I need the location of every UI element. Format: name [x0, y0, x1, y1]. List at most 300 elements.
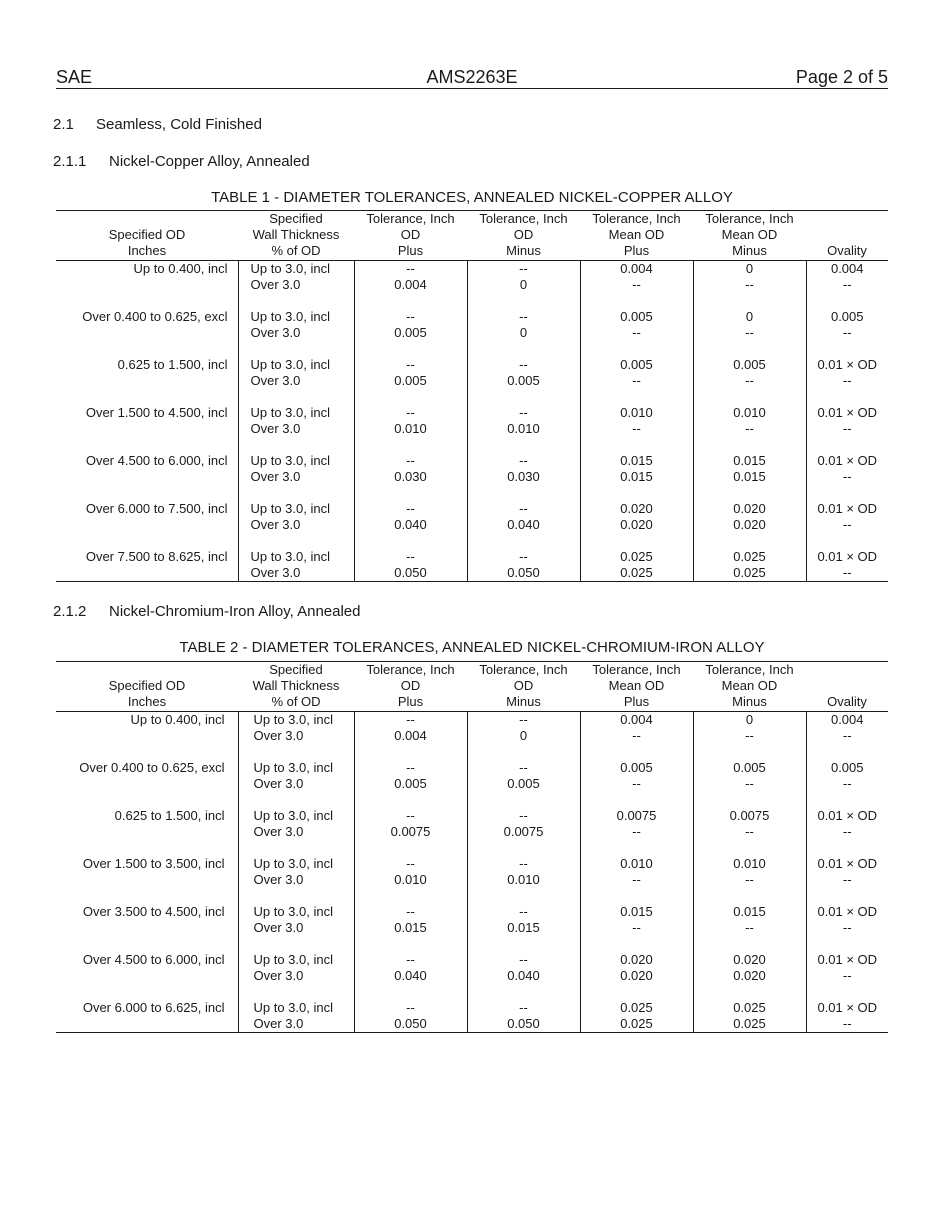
spacer-cell: [806, 936, 888, 952]
header-page-number: Page 2 of 5: [795, 67, 888, 87]
od-cell: [56, 1016, 238, 1033]
column-header-line: Plus: [397, 243, 424, 258]
table-row: [56, 309, 888, 325]
value-cell: 0.020: [580, 517, 693, 533]
value-cell: --: [580, 728, 693, 744]
spacer-cell: [354, 437, 467, 453]
od-cell: 0.625 to 1.500, incl: [117, 357, 228, 372]
value-cell: --: [806, 872, 888, 888]
spacer-cell: [693, 437, 806, 453]
value-cell: --: [467, 261, 580, 278]
od-cell: [56, 469, 238, 485]
value-cell: --: [693, 824, 806, 840]
value-cell: 0.01 × OD: [806, 549, 888, 565]
wall-thickness-cell: Up to 3.0, incl: [238, 856, 354, 872]
value-cell: --: [806, 824, 888, 840]
column-header: [806, 662, 888, 712]
spacer-cell: [806, 485, 888, 501]
table-row: [56, 565, 888, 582]
spacer-cell: [806, 840, 888, 856]
value-cell: --: [354, 904, 467, 920]
spacer-cell: [56, 792, 238, 808]
value-cell: --: [580, 920, 693, 936]
od-cell: Over 1.500 to 4.500, incl: [85, 405, 228, 420]
value-cell: 0.020: [580, 952, 693, 968]
spacer-row: [56, 744, 888, 760]
section-heading-2-1: [53, 116, 262, 134]
spacer-cell: [693, 840, 806, 856]
table-row: [56, 856, 888, 872]
value-cell: 0.020: [693, 517, 806, 533]
spacer-cell: [693, 533, 806, 549]
spacer-row: [56, 792, 888, 808]
header-row: [56, 211, 888, 261]
spacer-cell: [354, 840, 467, 856]
spacer-cell: [580, 389, 693, 405]
value-cell: 0.015: [580, 453, 693, 469]
value-cell: 0.040: [467, 968, 580, 984]
spacer-row: [56, 437, 888, 453]
table-row: [56, 872, 888, 888]
spacer-cell: [467, 485, 580, 501]
value-cell: 0.005: [580, 309, 693, 325]
column-header-line: OD: [513, 227, 534, 242]
value-cell: 0.020: [693, 952, 806, 968]
column-header: [693, 662, 806, 712]
column-header-line: Minus: [732, 243, 767, 258]
spacer-cell: [354, 293, 467, 309]
table-2-title: TABLE 2 - DIAMETER TOLERANCES, ANNEALED NICKEL-CHROMIUM-IRON ALLOY: [179, 639, 765, 656]
value-cell: 0.005: [354, 325, 467, 341]
table-row: [56, 469, 888, 485]
column-header: [580, 211, 693, 261]
value-cell: --: [580, 421, 693, 437]
wall-thickness-cell: Over 3.0: [238, 776, 354, 792]
spacer-cell: [354, 984, 467, 1000]
value-cell: --: [354, 712, 467, 729]
section-number: 2.1.2: [53, 603, 87, 620]
od-cell: [56, 325, 238, 341]
spacer-row: [56, 533, 888, 549]
table-row: [56, 728, 888, 744]
value-cell: --: [467, 712, 580, 729]
value-cell: 0.015: [693, 453, 806, 469]
table-row: [56, 517, 888, 533]
table-row: [56, 1016, 888, 1033]
value-cell: --: [467, 1000, 580, 1016]
column-header-line: Mean OD: [721, 227, 778, 242]
value-cell: --: [693, 920, 806, 936]
spacer-cell: [238, 888, 354, 904]
table-row: [56, 277, 888, 293]
spacer-cell: [693, 792, 806, 808]
value-cell: 0.010: [467, 872, 580, 888]
column-header-line: Wall Thickness: [252, 227, 340, 242]
value-cell: 0: [693, 309, 806, 325]
spacer-cell: [806, 293, 888, 309]
od-cell: [56, 565, 238, 582]
column-header-line: % of OD: [271, 694, 321, 709]
value-cell: 0: [467, 277, 580, 293]
spacer-cell: [56, 840, 238, 856]
od-cell: [56, 872, 238, 888]
column-header-line: Tolerance, Inch: [705, 662, 794, 677]
value-cell: --: [806, 325, 888, 341]
spacer-cell: [806, 984, 888, 1000]
value-cell: --: [806, 277, 888, 293]
column-header-line: Inches: [127, 694, 167, 709]
spacer-cell: [693, 744, 806, 760]
table-row: [56, 712, 888, 729]
spacer-cell: [56, 533, 238, 549]
value-cell: 0.025: [693, 565, 806, 582]
value-cell: --: [693, 872, 806, 888]
value-cell: --: [580, 776, 693, 792]
column-header-line: Tolerance, Inch: [705, 211, 794, 226]
spacer-cell: [354, 533, 467, 549]
column-header-line: Plus: [623, 243, 650, 258]
value-cell: --: [354, 952, 467, 968]
value-cell: --: [354, 309, 467, 325]
table-row: [56, 904, 888, 920]
spacer-cell: [806, 792, 888, 808]
value-cell: 0: [693, 261, 806, 278]
value-cell: 0.010: [693, 405, 806, 421]
value-cell: 0.005: [467, 776, 580, 792]
od-cell: Over 4.500 to 6.000, incl: [85, 453, 228, 468]
spacer-row: [56, 293, 888, 309]
spacer-cell: [238, 984, 354, 1000]
column-header: [467, 211, 580, 261]
column-header-line: Tolerance, Inch: [366, 211, 455, 226]
wall-thickness-cell: Over 3.0: [238, 920, 354, 936]
value-cell: 0.030: [467, 469, 580, 485]
column-header-line: Plus: [623, 694, 650, 709]
value-cell: 0.004: [354, 277, 467, 293]
wall-thickness-cell: Over 3.0: [238, 728, 354, 744]
value-cell: 0.010: [580, 856, 693, 872]
od-cell: [56, 824, 238, 840]
value-cell: --: [354, 453, 467, 469]
wall-thickness-cell: Over 3.0: [238, 824, 354, 840]
wall-thickness-cell: Over 3.0: [238, 517, 354, 533]
value-cell: --: [806, 517, 888, 533]
wall-thickness-cell: Over 3.0: [238, 373, 354, 389]
value-cell: 0.004: [806, 261, 888, 278]
od-cell: Over 1.500 to 3.500, incl: [82, 856, 225, 871]
od-cell: Over 6.000 to 6.625, incl: [82, 1000, 225, 1015]
header-row: [56, 662, 888, 712]
od-cell: Over 4.500 to 6.000, incl: [82, 952, 225, 967]
spacer-cell: [354, 936, 467, 952]
od-cell: [56, 373, 238, 389]
value-cell: 0: [693, 712, 806, 729]
section-heading-2-1-1: [53, 153, 310, 171]
spacer-cell: [56, 389, 238, 405]
value-cell: --: [580, 872, 693, 888]
spacer-cell: [56, 293, 238, 309]
column-header: [693, 211, 806, 261]
spacer-row: [56, 341, 888, 357]
spacer-cell: [238, 437, 354, 453]
column-header-line: % of OD: [271, 243, 321, 258]
spacer-cell: [806, 533, 888, 549]
od-cell: [56, 968, 238, 984]
spacer-cell: [238, 744, 354, 760]
table-1-title: TABLE 1 - DIAMETER TOLERANCES, ANNEALED NICKEL-COPPER ALLOY: [211, 189, 733, 206]
value-cell: 0.020: [693, 968, 806, 984]
spacer-cell: [467, 888, 580, 904]
wall-thickness-cell: Over 3.0: [238, 421, 354, 437]
value-cell: 0: [467, 728, 580, 744]
column-header-line: Ovality: [827, 243, 867, 258]
spacer-cell: [467, 533, 580, 549]
value-cell: 0.015: [693, 469, 806, 485]
spacer-cell: [580, 840, 693, 856]
value-cell: 0.020: [580, 501, 693, 517]
od-cell: Up to 0.400, incl: [133, 261, 228, 276]
value-cell: 0.005: [354, 776, 467, 792]
value-cell: 0.005: [693, 760, 806, 776]
spacer-row: [56, 984, 888, 1000]
column-header-line: Plus: [397, 694, 424, 709]
value-cell: --: [693, 277, 806, 293]
spacer-cell: [467, 984, 580, 1000]
wall-thickness-cell: Up to 3.0, incl: [238, 760, 354, 776]
column-header-line: Mean OD: [608, 227, 665, 242]
column-header-line: Minus: [732, 694, 767, 709]
value-cell: --: [806, 469, 888, 485]
spacer-cell: [467, 389, 580, 405]
table-row: [56, 453, 888, 469]
value-cell: 0.030: [354, 469, 467, 485]
wall-thickness-cell: Up to 3.0, incl: [238, 501, 354, 517]
column-header-line: OD: [513, 678, 534, 693]
column-header: [354, 662, 467, 712]
wall-thickness-cell: Up to 3.0, incl: [238, 453, 354, 469]
wall-thickness-cell: Over 3.0: [238, 968, 354, 984]
spacer-cell: [238, 389, 354, 405]
spacer-cell: [580, 744, 693, 760]
spacer-cell: [238, 533, 354, 549]
spacer-cell: [806, 744, 888, 760]
column-header-line: Mean OD: [608, 678, 665, 693]
od-cell: Over 0.400 to 0.625, excl: [79, 760, 225, 775]
value-cell: --: [354, 357, 467, 373]
spacer-row: [56, 485, 888, 501]
od-cell: [56, 920, 238, 936]
column-header-line: OD: [400, 227, 421, 242]
value-cell: 0.015: [580, 469, 693, 485]
spacer-cell: [238, 293, 354, 309]
column-header-line: Tolerance, Inch: [479, 211, 568, 226]
spacer-cell: [467, 936, 580, 952]
table-body: [56, 261, 888, 582]
value-cell: 0.020: [580, 968, 693, 984]
spacer-cell: [354, 389, 467, 405]
spacer-cell: [580, 485, 693, 501]
table-body: [56, 712, 888, 1033]
value-cell: --: [467, 904, 580, 920]
table-row: [56, 776, 888, 792]
value-cell: 0.040: [467, 517, 580, 533]
spacer-cell: [238, 485, 354, 501]
value-cell: --: [806, 968, 888, 984]
value-cell: 0.025: [693, 1016, 806, 1033]
od-cell: 0.625 to 1.500, incl: [114, 808, 225, 823]
spacer-cell: [56, 485, 238, 501]
value-cell: 0.025: [693, 1000, 806, 1016]
table-row: [56, 405, 888, 421]
section-number: 2.1: [53, 116, 74, 133]
spacer-cell: [580, 888, 693, 904]
value-cell: 0.040: [354, 517, 467, 533]
value-cell: 0.004: [580, 261, 693, 278]
value-cell: 0.025: [580, 1016, 693, 1033]
value-cell: --: [467, 309, 580, 325]
wall-thickness-cell: Up to 3.0, incl: [238, 904, 354, 920]
value-cell: 0.005: [354, 373, 467, 389]
value-cell: --: [693, 325, 806, 341]
spacer-row: [56, 389, 888, 405]
value-cell: --: [467, 856, 580, 872]
spacer-cell: [693, 389, 806, 405]
value-cell: --: [354, 261, 467, 278]
spacer-cell: [580, 984, 693, 1000]
value-cell: 0.01 × OD: [806, 808, 888, 824]
spacer-cell: [693, 341, 806, 357]
wall-thickness-cell: Up to 3.0, incl: [238, 549, 354, 565]
value-cell: --: [467, 952, 580, 968]
spacer-cell: [238, 341, 354, 357]
column-header: [580, 662, 693, 712]
value-cell: 0.005: [467, 373, 580, 389]
od-cell: [56, 421, 238, 437]
value-cell: 0.005: [693, 357, 806, 373]
header-doc-number: AMS2263E: [426, 67, 518, 87]
column-header-line: Mean OD: [721, 678, 778, 693]
spacer-cell: [354, 341, 467, 357]
spacer-row: [56, 936, 888, 952]
column-header-line: Specified OD: [108, 227, 186, 242]
value-cell: 0.005: [580, 760, 693, 776]
header-org: SAE: [56, 67, 93, 87]
value-cell: 0.01 × OD: [806, 952, 888, 968]
spacer-cell: [238, 840, 354, 856]
wall-thickness-cell: Over 3.0: [238, 325, 354, 341]
spacer-cell: [56, 744, 238, 760]
column-header: [806, 211, 888, 261]
table-row: [56, 325, 888, 341]
value-cell: 0.010: [693, 856, 806, 872]
wall-thickness-cell: Up to 3.0, incl: [238, 952, 354, 968]
value-cell: 0.025: [580, 549, 693, 565]
spacer-cell: [56, 341, 238, 357]
value-cell: --: [467, 808, 580, 824]
value-cell: --: [580, 277, 693, 293]
wall-thickness-cell: Over 3.0: [238, 277, 354, 293]
spacer-row: [56, 840, 888, 856]
value-cell: --: [467, 549, 580, 565]
spacer-cell: [467, 840, 580, 856]
wall-thickness-cell: Over 3.0: [238, 469, 354, 485]
value-cell: --: [354, 760, 467, 776]
spacer-cell: [56, 437, 238, 453]
column-header-line: Wall Thickness: [252, 678, 340, 693]
od-cell: Over 0.400 to 0.625, excl: [82, 309, 228, 324]
value-cell: --: [693, 728, 806, 744]
value-cell: 0.0075: [354, 824, 467, 840]
table-row: [56, 373, 888, 389]
value-cell: 0.01 × OD: [806, 357, 888, 373]
section-number: 2.1.1: [53, 153, 87, 170]
section-title: Nickel-Copper Alloy, Annealed: [109, 153, 310, 170]
spacer-cell: [354, 792, 467, 808]
column-header-line: Tolerance, Inch: [592, 662, 681, 677]
spacer-cell: [580, 293, 693, 309]
od-cell: [56, 728, 238, 744]
value-cell: --: [354, 549, 467, 565]
value-cell: 0.010: [580, 405, 693, 421]
value-cell: 0.010: [354, 421, 467, 437]
value-cell: 0.01 × OD: [806, 453, 888, 469]
value-cell: 0.050: [354, 1016, 467, 1033]
column-header-line: Tolerance, Inch: [366, 662, 455, 677]
value-cell: --: [467, 357, 580, 373]
value-cell: 0.01 × OD: [806, 856, 888, 872]
column-header-line: OD: [400, 678, 421, 693]
spacer-cell: [56, 984, 238, 1000]
value-cell: 0.0075: [693, 808, 806, 824]
value-cell: 0.015: [354, 920, 467, 936]
column-header-line: Tolerance, Inch: [479, 662, 568, 677]
value-cell: 0.050: [354, 565, 467, 582]
value-cell: 0.025: [693, 549, 806, 565]
spacer-cell: [580, 936, 693, 952]
section-title: Seamless, Cold Finished: [96, 116, 262, 133]
od-cell: [56, 517, 238, 533]
value-cell: --: [467, 405, 580, 421]
value-cell: --: [354, 808, 467, 824]
spacer-cell: [693, 888, 806, 904]
spacer-cell: [56, 936, 238, 952]
spacer-cell: [693, 293, 806, 309]
value-cell: --: [580, 325, 693, 341]
table-row: [56, 968, 888, 984]
value-cell: 0.025: [580, 565, 693, 582]
value-cell: --: [806, 373, 888, 389]
value-cell: 0.005: [580, 357, 693, 373]
spacer-cell: [806, 389, 888, 405]
value-cell: --: [467, 453, 580, 469]
column-header-line: Tolerance, Inch: [592, 211, 681, 226]
column-header-line: Minus: [506, 243, 541, 258]
column-header: [238, 211, 354, 261]
spacer-cell: [354, 888, 467, 904]
od-cell: Up to 0.400, incl: [130, 712, 225, 727]
value-cell: 0.01 × OD: [806, 1000, 888, 1016]
column-header: [238, 662, 354, 712]
wall-thickness-cell: Up to 3.0, incl: [238, 405, 354, 421]
spacer-cell: [693, 984, 806, 1000]
value-cell: --: [806, 920, 888, 936]
od-cell: [56, 776, 238, 792]
table-row: [56, 824, 888, 840]
column-header-line: Inches: [127, 243, 167, 258]
value-cell: 0.015: [580, 904, 693, 920]
wall-thickness-cell: Up to 3.0, incl: [238, 712, 354, 729]
spacer-cell: [693, 936, 806, 952]
